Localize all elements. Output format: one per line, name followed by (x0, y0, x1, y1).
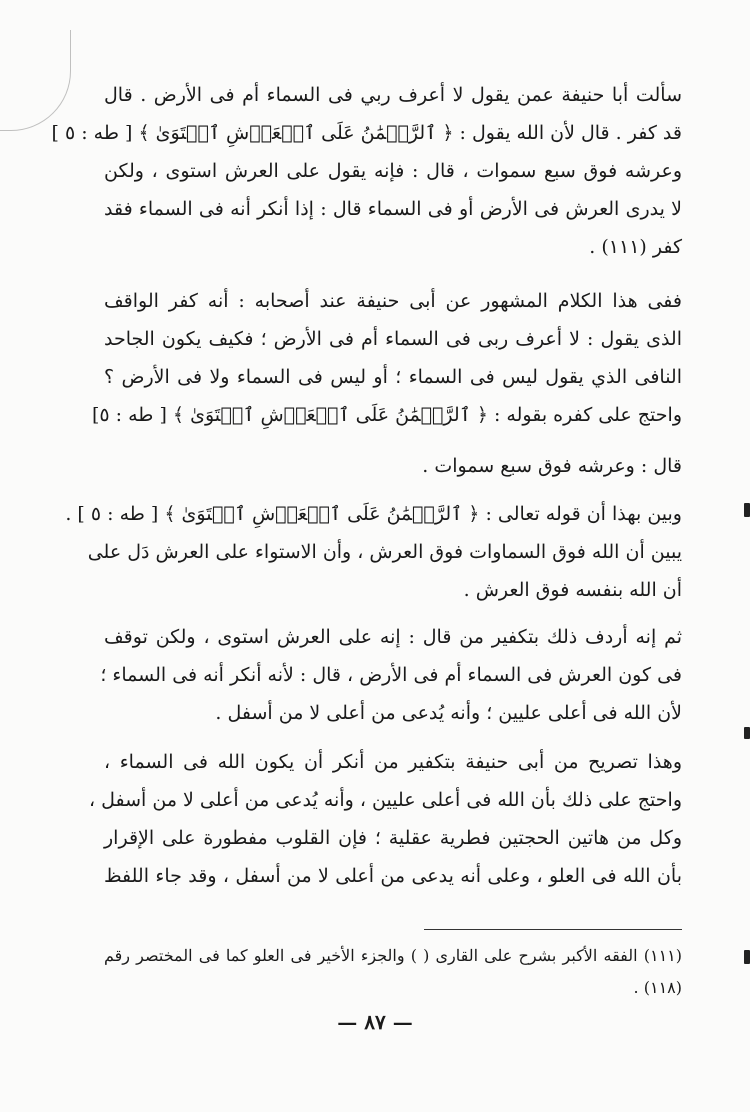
footnote-line: (١١١) الفقه الأكبر بشرح على القارى ( ) والجزء الأخير فى العلو كما فى المختصر رقم (104, 946, 682, 965)
text-line: يبين أن الله فوق السماوات فوق العرش ، وأن الاستواء على العرش دَل على (87, 541, 682, 563)
paragraph-2 (91, 282, 682, 434)
edge-mark (744, 503, 750, 517)
text-line-with-verse: واحتج على كفره بقوله : ﴿ ٱلرَّحۡمَٰنُ عَلَى ٱلۡعَرۡشِ ٱسۡتَوَىٰ ﴾ [ طه : ٥] (91, 404, 682, 426)
paragraph-5 (100, 618, 682, 732)
footnote (104, 940, 682, 1004)
text-line: بأن الله فى العلو ، وعلى أنه يدعى من أعلى لا من أسفل ، وقد جاء اللفظ (104, 865, 682, 887)
footnote-divider (424, 929, 682, 930)
text-line: قال : وعرشه فوق سبع سموات . (422, 455, 682, 477)
text-line: وهذا تصريح من أبى حنيفة بتكفير من أنكر أن يكون الله فى السماء ، (104, 751, 682, 773)
text-line: وكل من هاتين الحجتين فطرية عقلية ؛ فإن القلوب مفطورة على الإقرار (104, 827, 682, 849)
edge-mark (744, 950, 750, 964)
paragraph-1 (51, 76, 682, 266)
text-line: واحتج على ذلك بأن الله فى أعلى عليين ، وأنه يُدعى من أعلى لا من أسفل ، (88, 789, 682, 811)
text-line: لا يدرى العرش فى الأرض أو فى السماء قال : إذا أنكر أنه فى السماء فقد (104, 198, 682, 220)
edge-mark (744, 727, 750, 739)
paragraph-6 (88, 743, 682, 895)
text-line: فى كون العرش فى السماء أم فى الأرض ، قال : لأنه أنكر أنه فى السماء ؛ (100, 664, 682, 686)
text-line: ثم إنه أردف ذلك بتكفير من قال : إنه على العرش استوى ، ولكن توقف (104, 626, 682, 648)
text-line: الذى يقول : لا أعرف ربى فى السماء أم فى الأرض ؛ فكيف يكون الجاحد (104, 328, 682, 350)
text-line-with-verse: قد كفر . قال لأن الله يقول : ﴿ ٱلرَّحۡمَٰنُ عَلَى ٱلۡعَرۡشِ ٱسۡتَوَىٰ ﴾ [ طه : ٥ ] (51, 122, 682, 144)
paragraph-4 (65, 495, 682, 609)
text-line: سألت أبا حنيفة عمن يقول لا أعرف ربي فى السماء أم فى الأرض . قال (104, 84, 682, 106)
paragraph-3 (104, 447, 682, 485)
footnote-line: (١١٨) . (633, 978, 682, 997)
text-line: أن الله بنفسه فوق العرش . (463, 579, 682, 601)
text-line-footnote-ref: كفر (١١١) . (589, 236, 682, 258)
text-line-with-verse: وبين بهذا أن قوله تعالى : ﴿ ٱلرَّحۡمَٰنُ عَلَى ٱلۡعَرۡشِ ٱسۡتَوَىٰ ﴾ [ طه : ٥ ] . (65, 503, 682, 525)
text-line: ففى هذا الكلام المشهور عن أبى حنيفة عند أصحابه : أنه كفر الواقف (104, 290, 682, 312)
text-line: وعرشه فوق سبع سموات ، قال : فإنه يقول على العرش استوى ، ولكن (104, 160, 682, 182)
text-line: لأن الله فى أعلى عليين ؛ وأنه يُدعى من أعلى لا من أسفل . (215, 702, 682, 724)
text-line: النافى الذي يقول ليس فى السماء ؛ أو ليس فى السماء ولا فى الأرض ؟ (104, 366, 682, 388)
page-number: — ٨٧ — (337, 1010, 413, 1034)
